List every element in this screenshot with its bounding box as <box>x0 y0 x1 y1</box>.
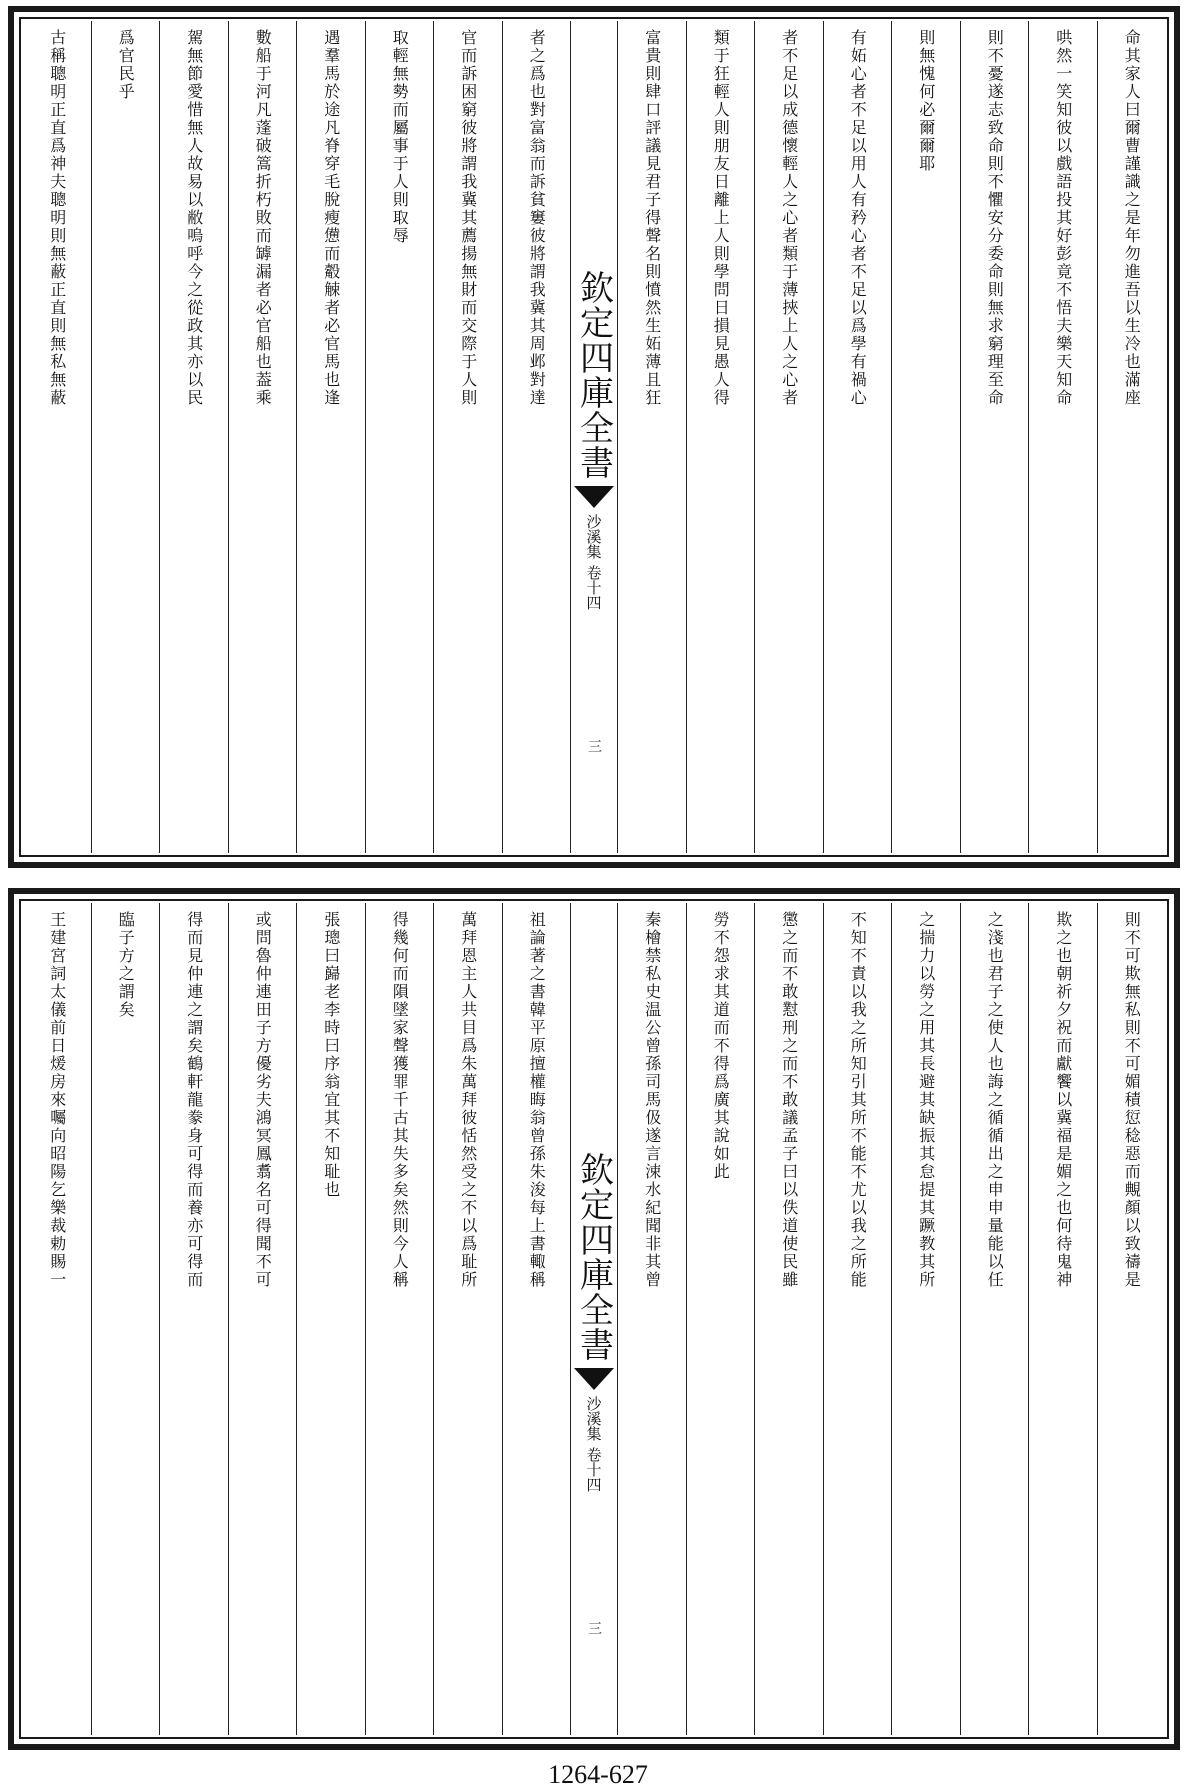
page-top <box>8 6 1180 868</box>
text-column: 之淺也君子之使人也誨之循循出之申申量能以任 <box>960 903 1029 1735</box>
text-column: 者之爲也對富翁而訴貧窶彼將謂我冀其周邺對達 <box>502 21 571 853</box>
page-bottom-columns <box>23 903 1165 1735</box>
text-column: 勞不怨求其道而不得爲廣其說如此 <box>686 903 755 1735</box>
text-column: 富貴則肆口評議見君子得聲名則憤然生妬薄且狂 <box>617 21 686 853</box>
text-column: 則不可欺無私則不可媚積愆稔惡而覥顏以致禱是 <box>1097 903 1166 1735</box>
banner-book: 沙溪集 <box>584 514 603 559</box>
text-column: 祖論著之書韓平原擅權晦翁曾孫朱浚每上書輙稱 <box>502 903 571 1735</box>
text-column: 秦檜禁私史温公曾孫司馬伋遂言涑水紀聞非其曾 <box>617 903 686 1735</box>
text-column: 懲之而不敢懟刑之而不敢議孟子曰以佚道使民雖 <box>754 903 823 1735</box>
banner-volume: 卷十四 <box>584 1447 603 1492</box>
text-column: 張璁曰巋老李時曰序翁宜其不知耻也 <box>296 903 365 1735</box>
text-column: 或問魯仲連田子方優劣夫鴻冥鳳翥名可得聞不可 <box>228 903 297 1735</box>
text-column: 類于狂輕人則朋友日離上人則學問日損見愚人得 <box>686 21 755 853</box>
text-column: 欺之也朝祈夕祝而獻饗以冀福是媚之也何待鬼神 <box>1028 903 1097 1735</box>
page-footer-number: 1264-627 <box>548 1760 648 1789</box>
banner-page-number: 三 <box>586 1621 602 1635</box>
page-bottom <box>8 888 1180 1750</box>
fish-tail-mark-icon <box>574 486 614 508</box>
banner-page-number: 三 <box>586 739 602 753</box>
text-column: 數船于河凡蓬破篙折朽敗而罅漏者必官船也葢乘 <box>228 21 297 853</box>
banner-book: 沙溪集 <box>584 1396 603 1441</box>
text-column: 則無愧何必爾爾耶 <box>891 21 960 853</box>
text-column: 王建宮詞太儀前日煖房來囑向昭陽乞樂裁勅賜一 <box>47 911 67 1289</box>
page-top-columns <box>23 21 1165 853</box>
center-banner <box>570 21 617 853</box>
text-column: 者不足以成德懷輕人之心者類于薄挾上人之心者 <box>754 21 823 853</box>
text-column: 不知不責以我之所知引其所不能不尤以我之所能 <box>823 903 892 1735</box>
text-column: 取輕無勢而屬事于人則取辱 <box>365 21 434 853</box>
banner-title: 欽定四庫全書 <box>573 1152 614 1362</box>
text-column: 得幾何而隕墜家聲獲罪千古其失多矣然則今人稱 <box>365 903 434 1735</box>
text-column: 駕無節愛惜無人故易以敝嗚呼今之從政其亦以民 <box>159 21 228 853</box>
text-column: 哄然一笑知彼以戲語投其好彭竟不悟夫樂天知命 <box>1028 21 1097 853</box>
text-column: 有妬心者不足以用人有矜心者不足以爲學有禍心 <box>823 21 892 853</box>
text-column: 古稱聰明正直爲神夫聰明則無蔽正直則無私無蔽 <box>47 29 67 407</box>
banner-volume: 卷十四 <box>584 565 603 610</box>
fish-tail-mark-icon <box>574 1368 614 1390</box>
text-column: 遇羣馬於途凡脊穿毛脫瘦憊而觳觫者必官馬也逢 <box>296 21 365 853</box>
banner-title: 欽定四庫全書 <box>573 270 614 480</box>
text-column: 之揣力以勞之用其長避其缺振其怠提其蹶教其所 <box>891 903 960 1735</box>
center-banner <box>570 903 617 1735</box>
text-column: 官而訴困窮彼將謂我冀其薦揚無財而交際于人則 <box>433 21 502 853</box>
text-column: 爲官民乎 <box>91 21 160 853</box>
text-column: 命其家人曰爾曹謹識之是年勿進吾以生冷也滿座 <box>1097 21 1166 853</box>
text-column: 得而見仲連之謂矣鶴軒龍豢身可得而養亦可得而 <box>159 903 228 1735</box>
text-column: 萬拜恩主人共目爲朱萬拜彼恬然受之不以爲耻所 <box>433 903 502 1735</box>
text-column: 臨子方之謂矣 <box>91 903 160 1735</box>
text-column: 則不憂遂志致命則不懼安分委命則無求窮理至命 <box>960 21 1029 853</box>
